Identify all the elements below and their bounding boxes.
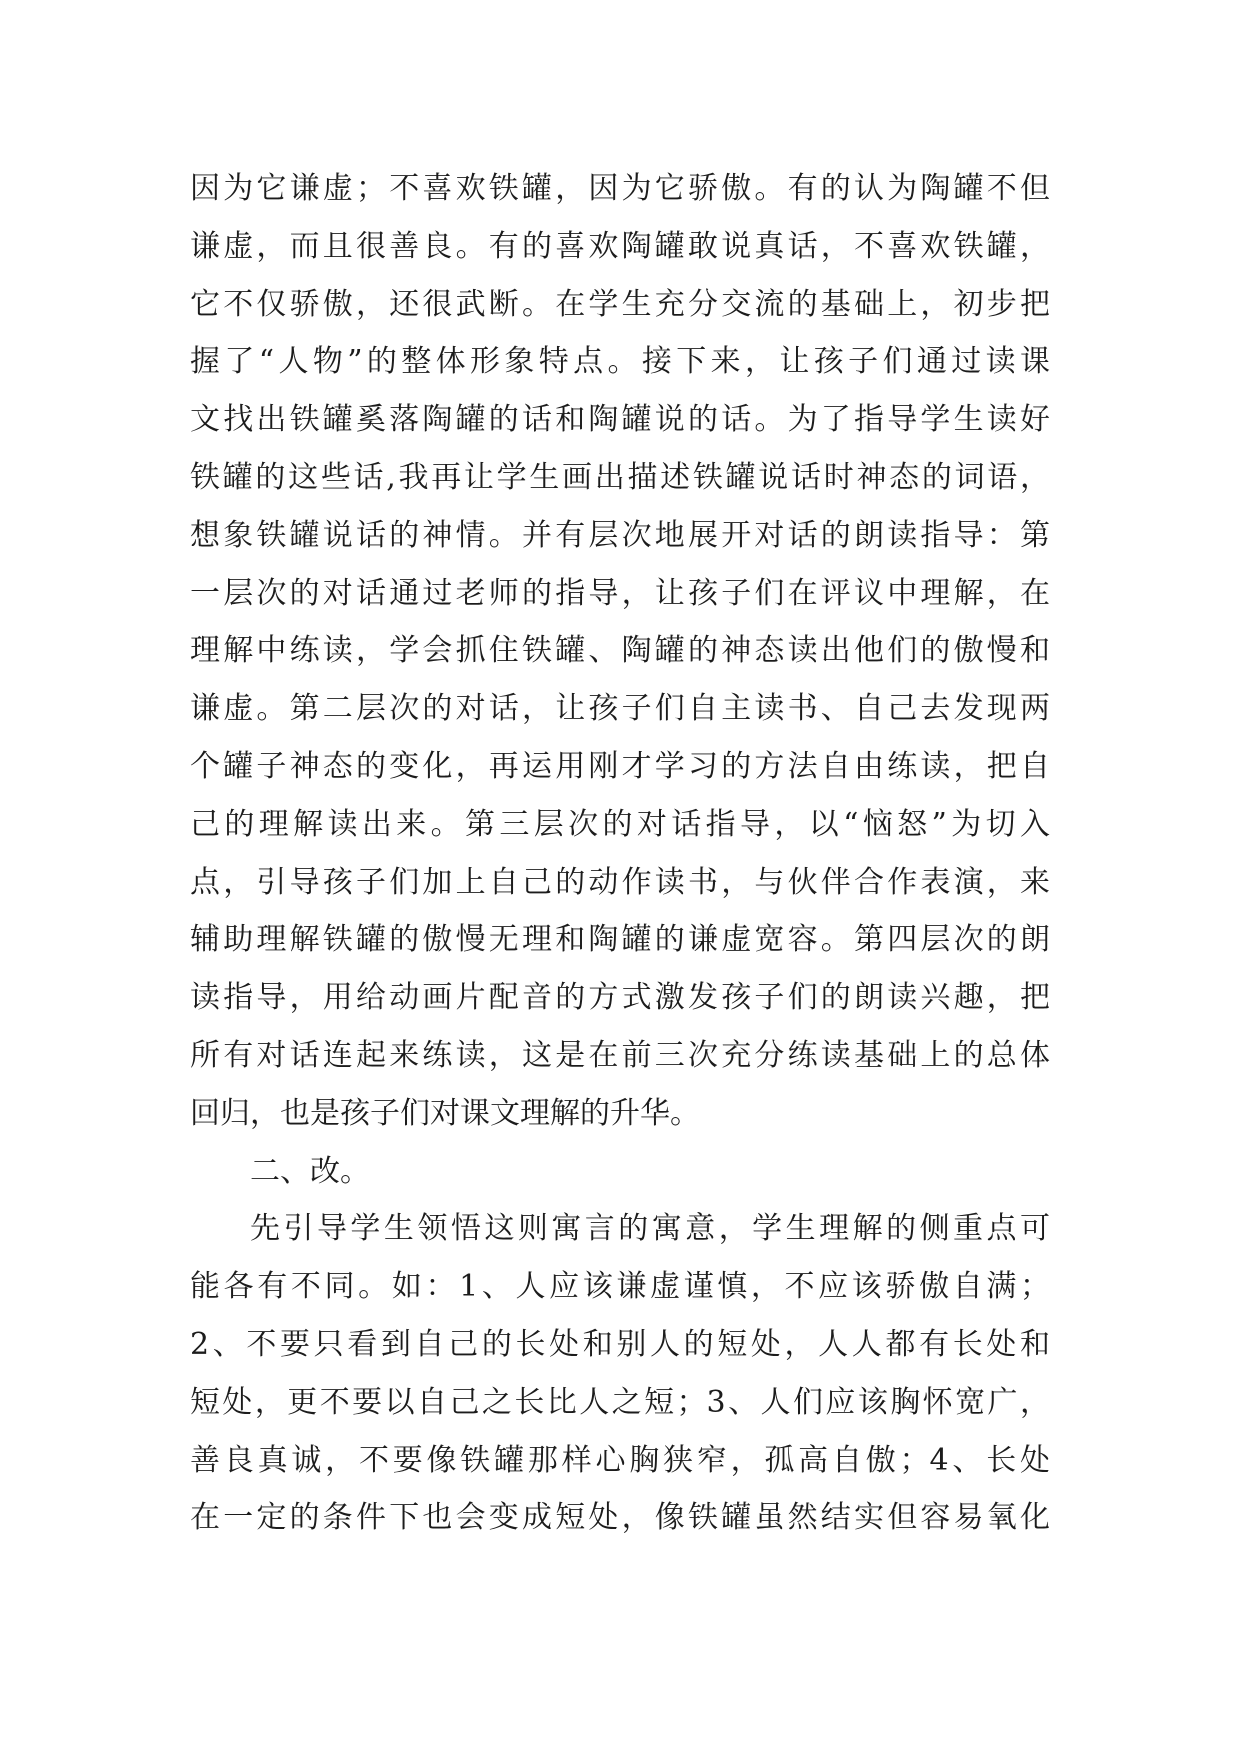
text-line: 能各有不同。如：1、人应该谦虚谨慎，不应该骄傲自满；: [190, 1269, 1050, 1305]
text-line: 文找出铁罐奚落陶罐的话和陶罐说的话。为了指导学生读好: [190, 402, 1050, 438]
paragraph: [190, 1200, 1050, 1547]
text-line: 个罐子神态的变化，再运用刚才学习的方法自由练读，把自: [190, 748, 1050, 784]
text-line: 先引导学生领悟这则寓言的寓意，学生理解的侧重点可: [250, 1211, 1050, 1247]
text-line: 回归，也是孩子们对课文理解的升华。: [190, 1095, 700, 1131]
text-line: 己的理解读出来。第三层次的对话指导，以“恼怒”为切入: [190, 806, 1050, 842]
document-body: [190, 160, 1050, 1547]
text-line: 点，引导孩子们加上自己的动作读书，与伙伴合作表演，来: [190, 864, 1050, 900]
text-line: 握了“人物”的整体形象特点。接下来，让孩子们通过读课: [190, 344, 1050, 380]
text-line: 2、不要只看到自己的长处和别人的短处，人人都有长处和: [190, 1326, 1050, 1362]
text-line: 铁罐的这些话,我再让学生画出描述铁罐说话时神态的词语，: [190, 459, 1050, 495]
text-line: 理解中练读，学会抓住铁罐、陶罐的神态读出他们的傲慢和: [190, 633, 1050, 669]
text-line: 在一定的条件下也会变成短处，像铁罐虽然结实但容易氧化: [190, 1500, 1050, 1536]
text-line: 谦虚。第二层次的对话，让孩子们自主读书、自己去发现两: [190, 691, 1050, 727]
text-line: 它不仅骄傲，还很武断。在学生充分交流的基础上，初步把: [190, 286, 1050, 322]
text-line: 一层次的对话通过老师的指导，让孩子们在评议中理解，在: [190, 575, 1050, 611]
text-line: 二、改。: [250, 1153, 370, 1189]
text-line: 因为它谦虚；不喜欢铁罐，因为它骄傲。有的认为陶罐不但: [190, 171, 1050, 206]
text-line: 短处，更不要以自己之长比人之短；3、人们应该胸怀宽广，: [190, 1384, 1050, 1420]
paragraph: [190, 160, 1050, 1143]
text-line: 读指导，用给动画片配音的方式激发孩子们的朗读兴趣，把: [190, 980, 1050, 1016]
text-line: 谦虚，而且很善良。有的喜欢陶罐敢说真话，不喜欢铁罐，: [190, 228, 1050, 264]
text-line: 善良真诚，不要像铁罐那样心胸狭窄，孤高自傲；4、长处: [190, 1442, 1050, 1478]
text-line: 所有对话连起来练读，这是在前三次充分练读基础上的总体: [190, 1037, 1050, 1073]
text-line: 想象铁罐说话的神情。并有层次地展开对话的朗读指导：第: [190, 517, 1050, 553]
paragraph: [190, 1143, 1050, 1201]
text-line: 辅助理解铁罐的傲慢无理和陶罐的谦虚宽容。第四层次的朗: [190, 922, 1050, 958]
